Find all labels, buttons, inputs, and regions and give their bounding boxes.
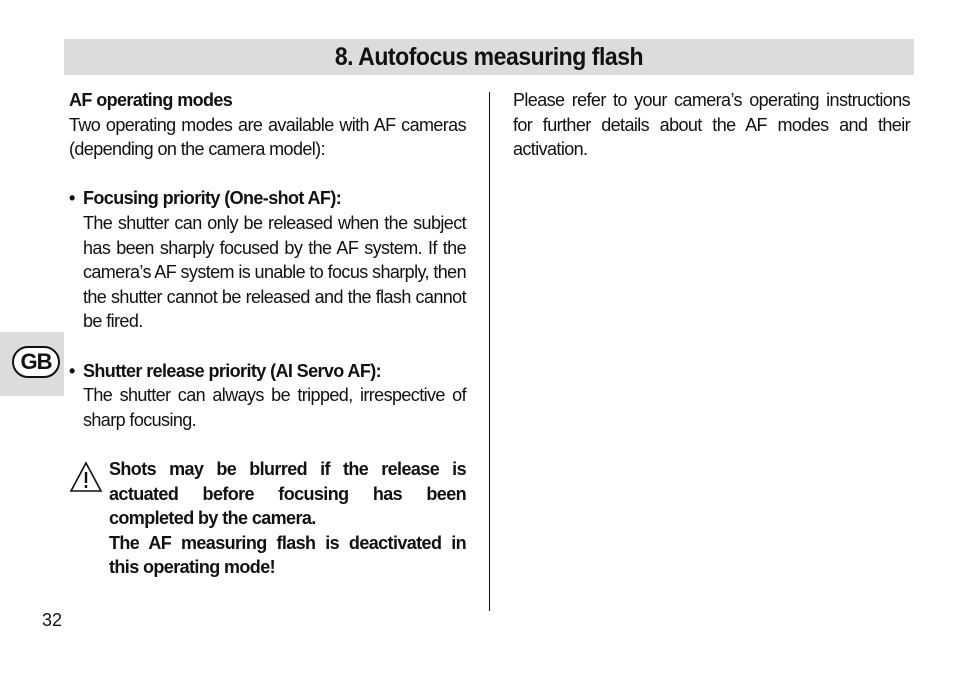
language-tab (0, 332, 64, 396)
intro-paragraph: Two operating modes are available with AF cameras (depending on the camera model): (69, 114, 466, 160)
section-heading: AF operating modes (69, 90, 233, 110)
left-column (69, 88, 466, 580)
section-header-bar (64, 39, 914, 75)
spacer (69, 162, 466, 187)
bullet-body: The shutter can only be released when the subject has been sharply focused by the AF system. If the camera’s AF system is unable to focus sharply, then the shutter cannot be released and the flash cannot be fired. (83, 212, 466, 332)
warning-triangle-icon (69, 457, 109, 580)
bullet-item-release-priority (69, 359, 466, 433)
page-title: 8. Autofocus measuring flash (334, 43, 644, 71)
right-paragraph: Please refer to your camera’s operating instructions for further details about the AF modes and their activation. (513, 90, 910, 160)
bullet-title: Shutter release priority (AI Servo AF): (83, 360, 382, 381)
warning-line-2: The AF measuring flash is deactivated in this operating mode! (109, 532, 466, 578)
spacer (69, 432, 466, 457)
bullet-title: Focusing priority (One-shot AF): (83, 188, 342, 209)
column-divider (489, 92, 490, 611)
right-column (513, 88, 910, 162)
page-number: 32 (42, 610, 63, 630)
spacer (69, 334, 466, 359)
warning-note (69, 457, 466, 580)
bullet-marker: • (69, 360, 75, 381)
bullet-body: The shutter can always be tripped, irrespective of sharp focusing. (83, 385, 466, 430)
bullet-item-focusing-priority (69, 186, 466, 334)
warning-line-1: Shots may be blurred if the release is actuated before focusing has been completed by the camera. (109, 458, 466, 529)
language-badge: GB (12, 346, 60, 378)
bullet-marker: • (69, 188, 75, 209)
